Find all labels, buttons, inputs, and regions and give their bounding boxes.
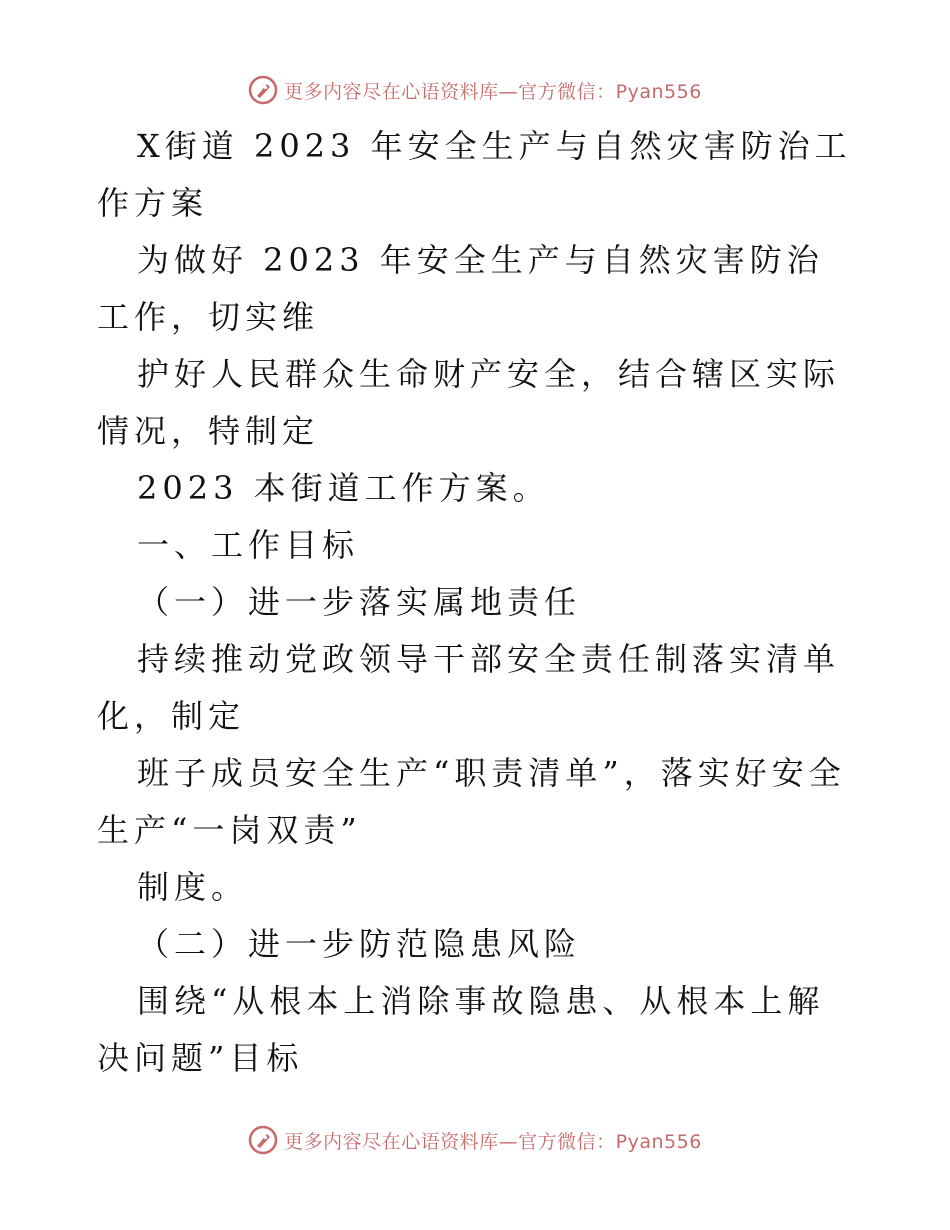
paragraph-line: 制度。: [137, 868, 249, 906]
pen-nib-logo-icon: [248, 75, 278, 105]
document-title: X街道 2023 年安全生产与自然灾害防治工作方案: [97, 127, 852, 222]
header-watermark-text: 更多内容尽在心语资料库—官方微信：Pyan556: [284, 80, 702, 103]
paragraph-line: 班子成员安全生产“职责清单”，落实好安全生产“一岗双责”: [97, 754, 846, 849]
footer-watermark-banner: [0, 1120, 950, 1160]
pen-nib-logo-icon: [248, 1125, 278, 1155]
paragraph-line: 为做好 2023 年安全生产与自然灾害防治工作，切实维: [97, 241, 824, 336]
paragraph-line: 围绕“从根本上消除事故隐患、从根本上解决问题”目标: [97, 982, 825, 1077]
paragraph-line: 持续推动党政领导干部安全责任制落实清单化，制定: [97, 640, 841, 735]
section-heading: 一、工作目标: [137, 526, 360, 564]
paragraph-line: 2023 本街道工作方案。: [137, 469, 550, 507]
subsection-heading: （一）进一步落实属地责任: [137, 583, 582, 621]
footer-watermark-text: 更多内容尽在心语资料库—官方微信：Pyan556: [284, 1130, 702, 1153]
document-body: [97, 118, 857, 1087]
header-watermark-banner: [0, 70, 950, 110]
subsection-heading: （二）进一步防范隐患风险: [137, 925, 582, 963]
paragraph-line: 护好人民群众生命财产安全，结合辖区实际情况，特制定: [97, 355, 841, 450]
